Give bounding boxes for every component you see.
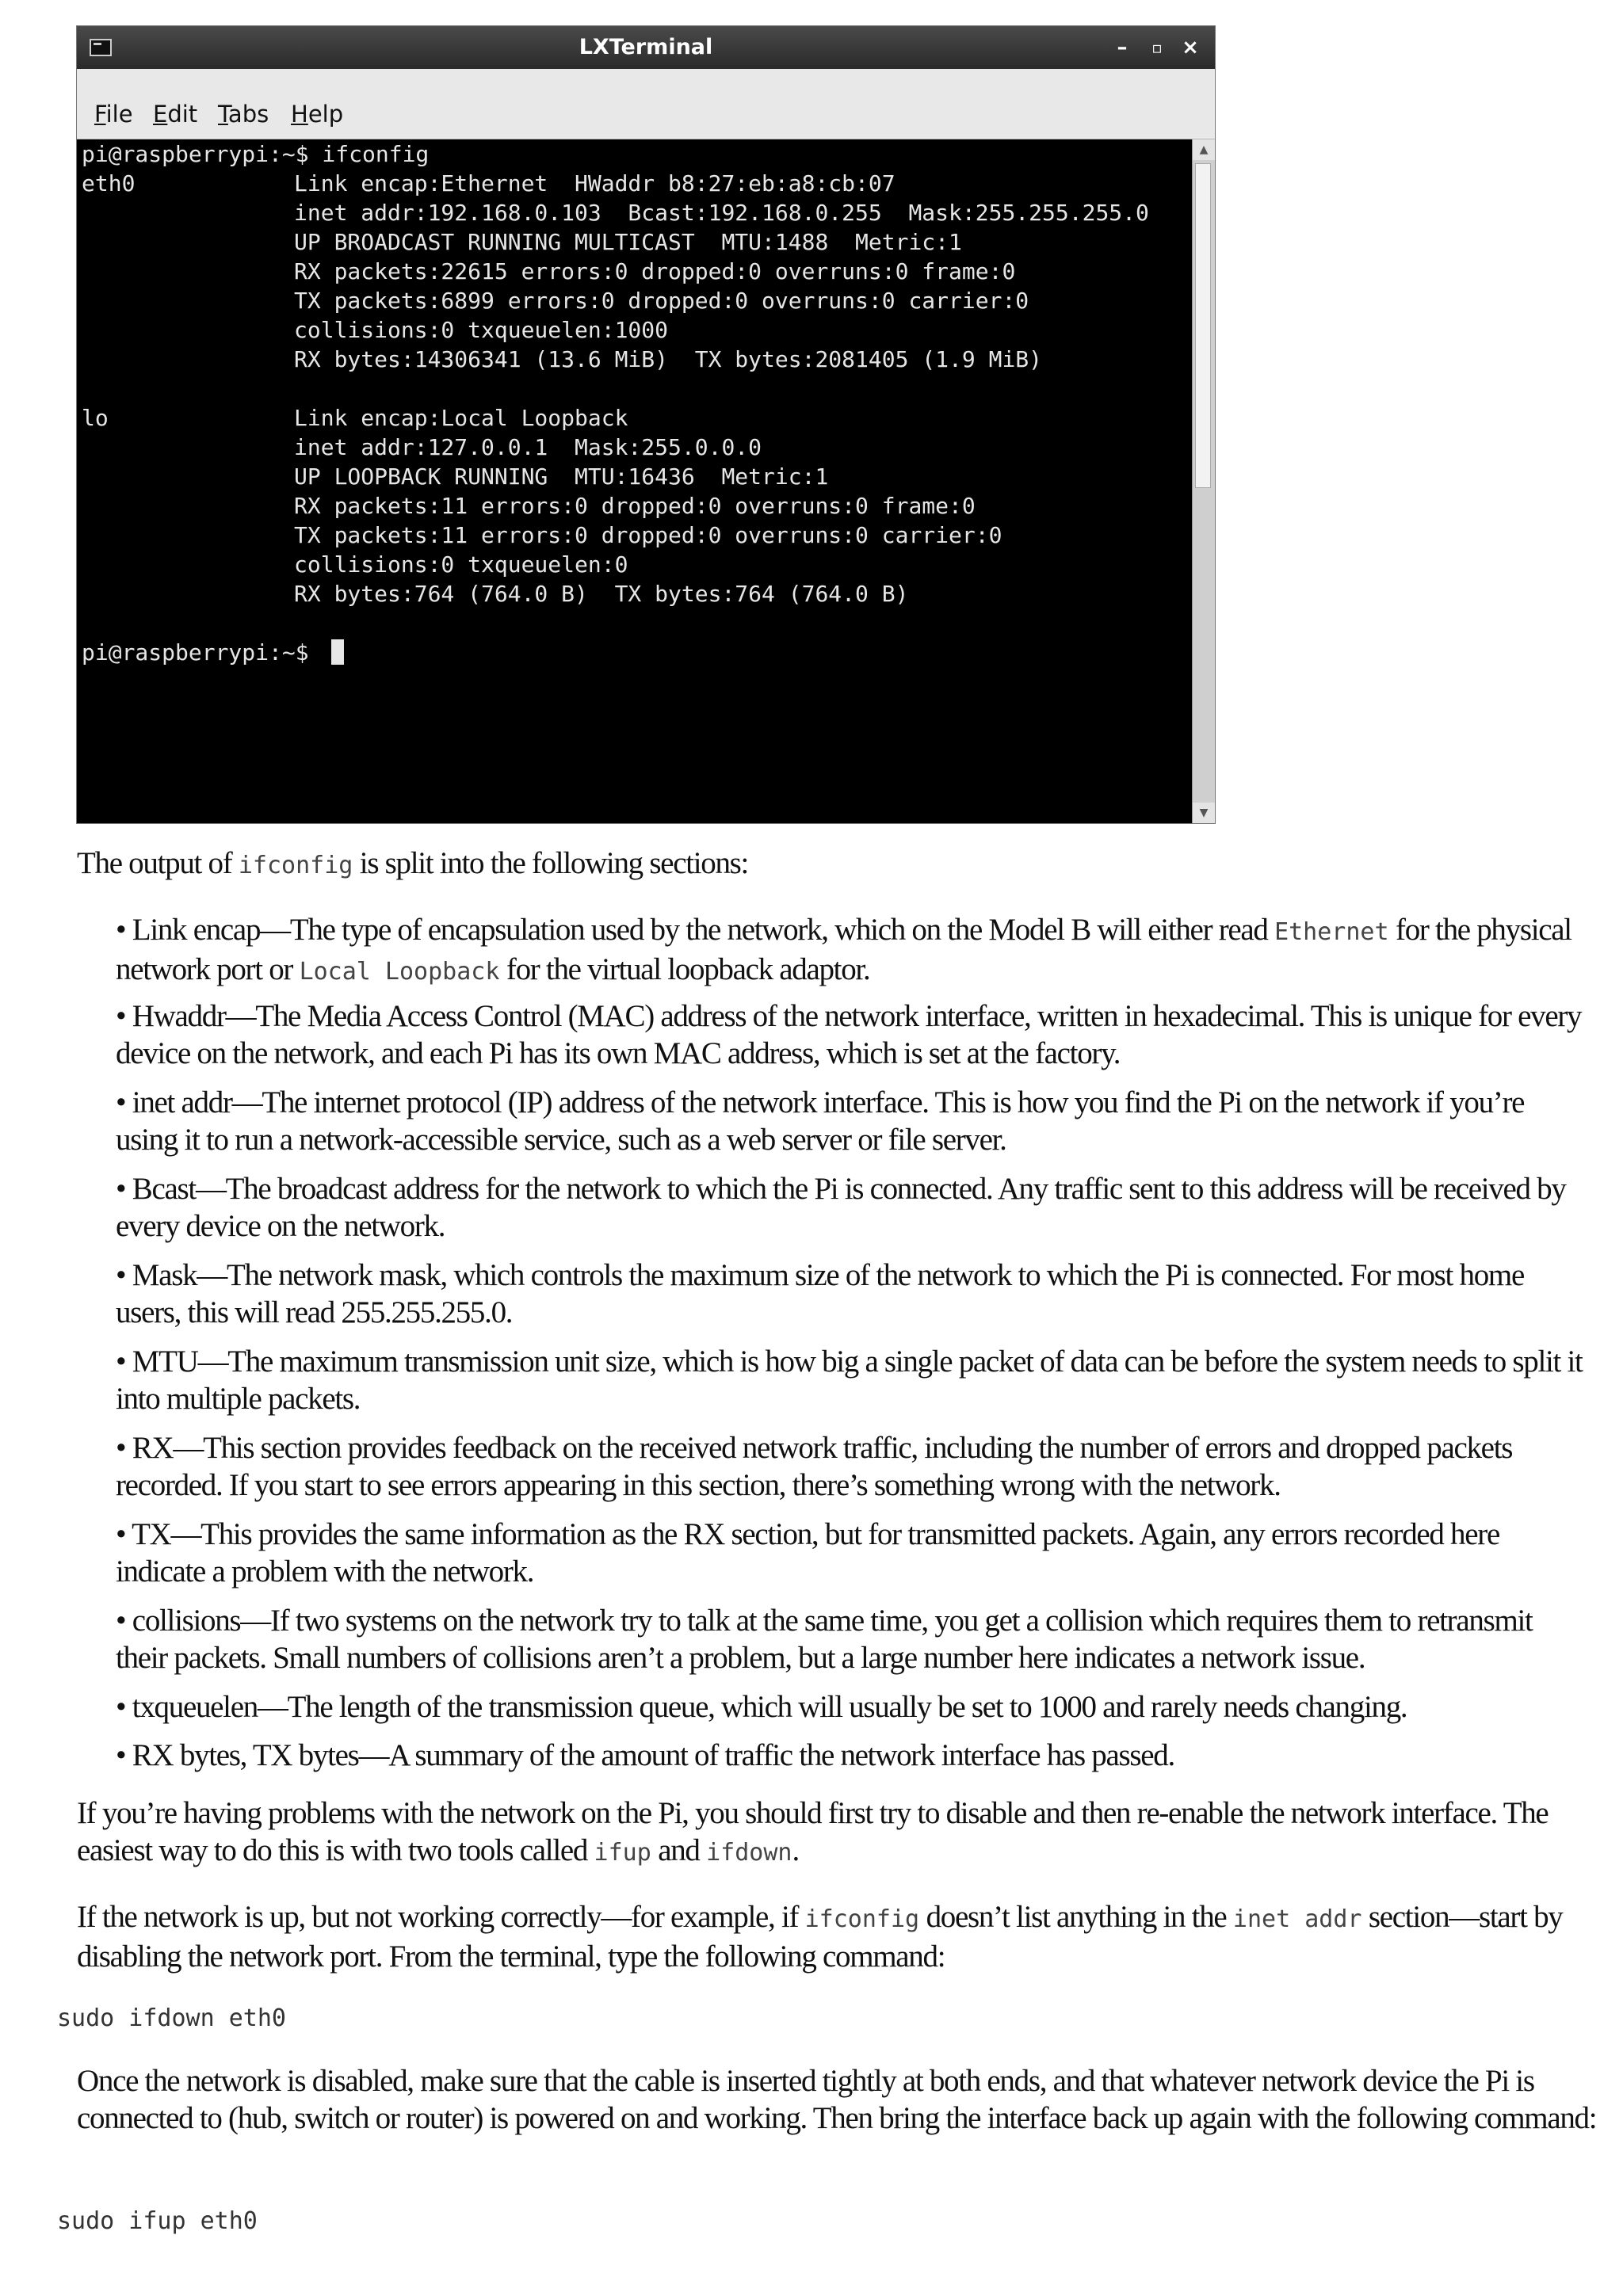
scroll-down-icon[interactable]: ▼: [1193, 803, 1215, 823]
lo-line: RX packets:11 errors:0 dropped:0 overruns:0 frame:0: [294, 493, 976, 519]
menu-help[interactable]: Help: [291, 101, 344, 128]
scroll-up-icon[interactable]: ▲: [1193, 139, 1215, 160]
inline-code: ifdown: [706, 1839, 792, 1867]
eth0-line: Link encap:Ethernet HWaddr b8:27:eb:a8:cb:07: [294, 170, 896, 196]
menu-tabs[interactable]: Tabs: [218, 101, 269, 128]
prompt-line: pi@raspberrypi:~$: [82, 639, 323, 666]
eth0-line: TX packets:6899 errors:0 dropped:0 overruns:0 carrier:0: [294, 288, 1029, 314]
code-block-ifdown: sudo ifdown eth0: [57, 2004, 286, 2032]
maximize-icon[interactable]: ▫: [1151, 38, 1163, 57]
bullet-mask: • Mask—The network mask, which controls the maximum size of the network to which the Pi is connected. For most home users, this will read 255.255.255.0.: [116, 1258, 1524, 1329]
intro-paragraph: The output of ifconfig is split into the following sections:: [77, 846, 749, 880]
lo-line: Link encap:Local Loopback: [294, 405, 628, 431]
lo-line: TX packets:11 errors:0 dropped:0 overruns:0 carrier:0: [294, 522, 1002, 548]
inline-code: ifconfig: [238, 852, 353, 879]
paragraph-reenable: Once the network is disabled, make sure that the cable is inserted tightly at both ends, and that whatever network device the Pi is connected to (hub, switch or router) is powered on and working. Then bring the interface back up again with the following command:: [77, 2064, 1597, 2135]
lo-line: RX bytes:764 (764.0 B) TX bytes:764 (764.0 B): [294, 581, 909, 607]
bullet-tx: • TX—This provides the same information as the RX section, but for transmitted packets. Again, any errors recorded here indicate a problem with the network.: [116, 1517, 1499, 1589]
terminal-app-icon: [90, 39, 112, 56]
eth0-line: RX bytes:14306341 (13.6 MiB) TX bytes:2081405 (1.9 MiB): [294, 346, 1043, 372]
bullet-bcast: • Bcast—The broadcast address for the network to which the Pi is connected. Any traffic sent to this address will be received by every device on the network.: [116, 1172, 1566, 1243]
terminal-menubar: [77, 69, 1215, 139]
terminal-window: [76, 25, 1216, 824]
terminal-output[interactable]: [77, 139, 1193, 823]
menu-file[interactable]: File: [94, 101, 133, 128]
terminal-scrollbar[interactable]: [1192, 139, 1215, 823]
lo-line: inet addr:127.0.0.1 Mask:255.0.0.0: [294, 434, 762, 460]
paragraph-disable-port: If the network is up, but not working correctly—for example, if ifconfig doesn’t list anything in the inet addr section—start by disabling the network port. From the terminal, type the following command:: [77, 1900, 1563, 1974]
bullet-collisions: • collisions—If two systems on the network try to talk at the same time, you get a collision which requires them to retransmit their packets. Small numbers of collisions aren’t a problem, but a large number here indicates a network issue.: [116, 1604, 1533, 1675]
eth0-line: inet addr:192.168.0.103 Bcast:192.168.0.255 Mask:255.255.255.0: [294, 200, 1149, 226]
eth0-line: collisions:0 txqueuelen:1000: [294, 317, 669, 343]
code-block-ifup: sudo ifup eth0: [57, 2207, 258, 2235]
inline-code: ifconfig: [804, 1905, 920, 1933]
lo-line: UP LOOPBACK RUNNING MTU:16436 Metric:1: [294, 463, 829, 490]
iface-lo: lo: [82, 405, 109, 431]
prompt-line: pi@raspberrypi:~$ ifconfig: [82, 141, 430, 167]
menu-edit[interactable]: Edit: [153, 101, 198, 128]
inline-code: inet addr: [1232, 1905, 1362, 1933]
inline-code: ifup: [594, 1839, 651, 1867]
bullet-inet-addr: • inet addr—The internet protocol (IP) address of the network interface. This is how you find the Pi on the network if you’re using it to run a network-accessible service, such as a web server or file server.: [116, 1085, 1525, 1157]
inline-code: Local Loopback: [299, 958, 500, 986]
iface-eth0: eth0: [82, 170, 136, 196]
bullet-link-encap: • Link encap—The type of encapsulation used by the network, which on the Model B will either read Ethernet for the physical network port or Local Loopback for the virtual loopback adaptor.: [116, 913, 1571, 986]
inline-code: Ethernet: [1274, 918, 1389, 946]
close-icon[interactable]: ×: [1182, 36, 1199, 59]
scroll-thumb[interactable]: [1195, 163, 1211, 488]
terminal-title-bar[interactable]: [77, 26, 1215, 69]
paragraph-ifup-ifdown: If you’re having problems with the network on the Pi, you should first try to disable and then re-enable the network interface. The easiest way to do this is with two tools called ifup and ifdown.: [77, 1796, 1549, 1867]
bullet-rx: • RX—This section provides feedback on the received network traffic, including the number of errors and dropped packets recorded. If you start to see errors appearing in this section, there’s something wrong with the network.: [116, 1431, 1513, 1502]
bullet-mtu: • MTU—The maximum transmission unit size, which is how big a single packet of data can be before the system needs to split it into multiple packets.: [116, 1344, 1583, 1416]
bullet-hwaddr: • Hwaddr—The Media Access Control (MAC) address of the network interface, written in hexadecimal. This is unique for every device on the network, and each Pi has its own MAC address, which is set at the factory.: [116, 999, 1582, 1070]
terminal-title: LXTerminal: [579, 35, 713, 59]
bullet-txqueuelen: • txqueuelen—The length of the transmission queue, which will usually be set to 1000 and rarely needs changing.: [116, 1690, 1407, 1724]
eth0-line: UP BROADCAST RUNNING MULTICAST MTU:1488 Metric:1: [294, 229, 962, 255]
lo-line: collisions:0 txqueuelen:0: [294, 551, 628, 578]
text-cursor: [331, 639, 344, 665]
minimize-icon[interactable]: –: [1117, 36, 1128, 59]
bullet-bytes: • RX bytes, TX bytes—A summary of the amount of traffic the network interface has passed.: [116, 1738, 1174, 1772]
eth0-line: RX packets:22615 errors:0 dropped:0 overruns:0 frame:0: [294, 258, 1016, 284]
